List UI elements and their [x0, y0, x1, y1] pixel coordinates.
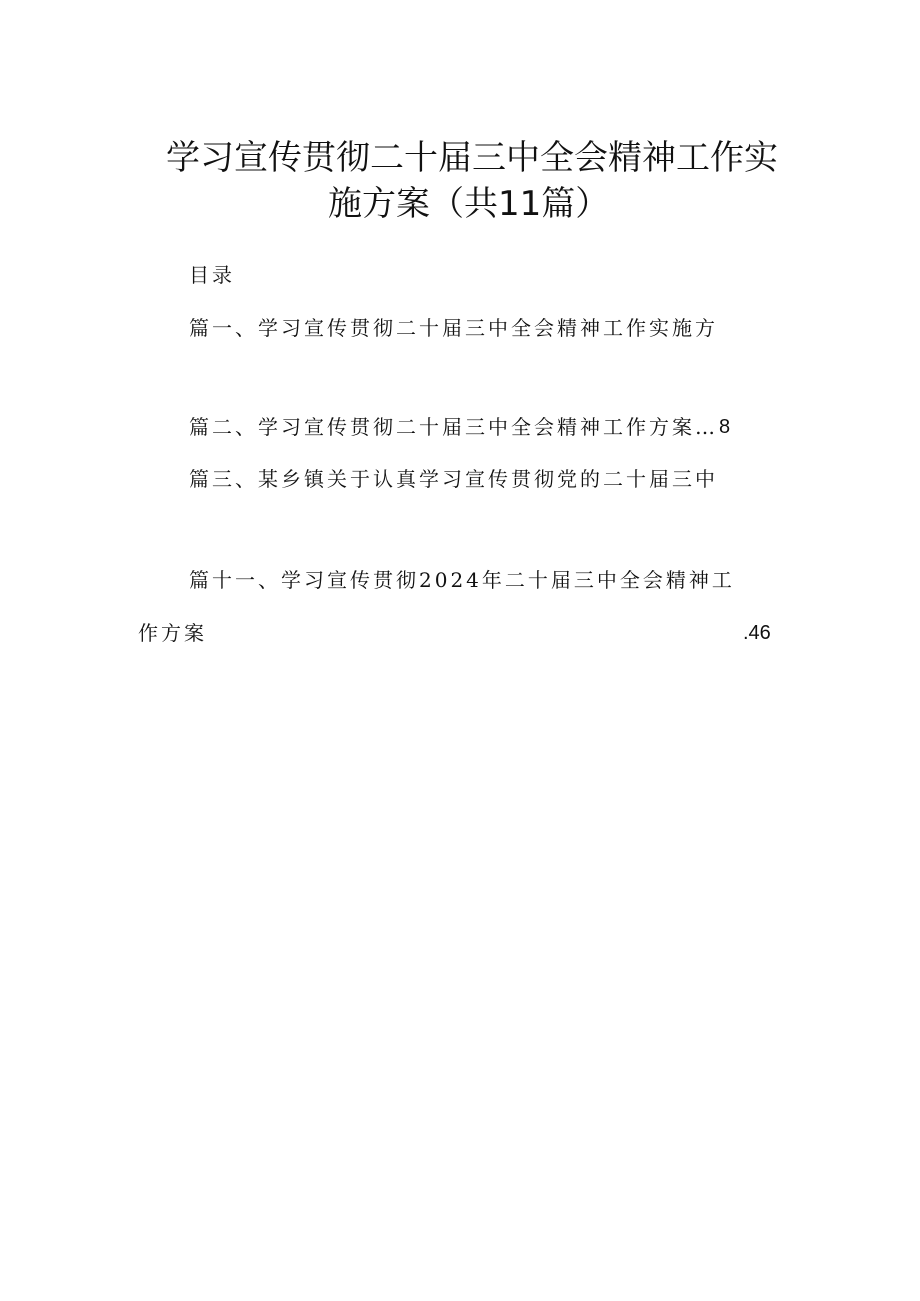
- document-title-line-1: 学习宣传贯彻二十届三中全会精神工作实: [166, 138, 778, 178]
- document-title-line-2: 施方案（共11篇）: [328, 184, 610, 224]
- toc-entry-3: 篇三、某乡镇关于认真学习宣传贯彻党的二十届三中: [189, 467, 718, 491]
- toc-heading: 目录: [189, 263, 235, 287]
- toc-entry-2: 篇二、学习宣传贯彻二十届三中全会精神工作方案…: [189, 415, 718, 439]
- toc-entry-1: 篇一、学习宣传贯彻二十届三中全会精神工作实施方: [189, 316, 718, 340]
- toc-entry-11-page: .46: [743, 622, 771, 644]
- toc-entry-11-line-1: 篇十一、学习宣传贯彻2024年二十届三中全会精神工: [189, 568, 735, 592]
- toc-entry-2-page: 8: [719, 416, 731, 438]
- toc-entry-11-line-2: 作方案: [138, 621, 207, 645]
